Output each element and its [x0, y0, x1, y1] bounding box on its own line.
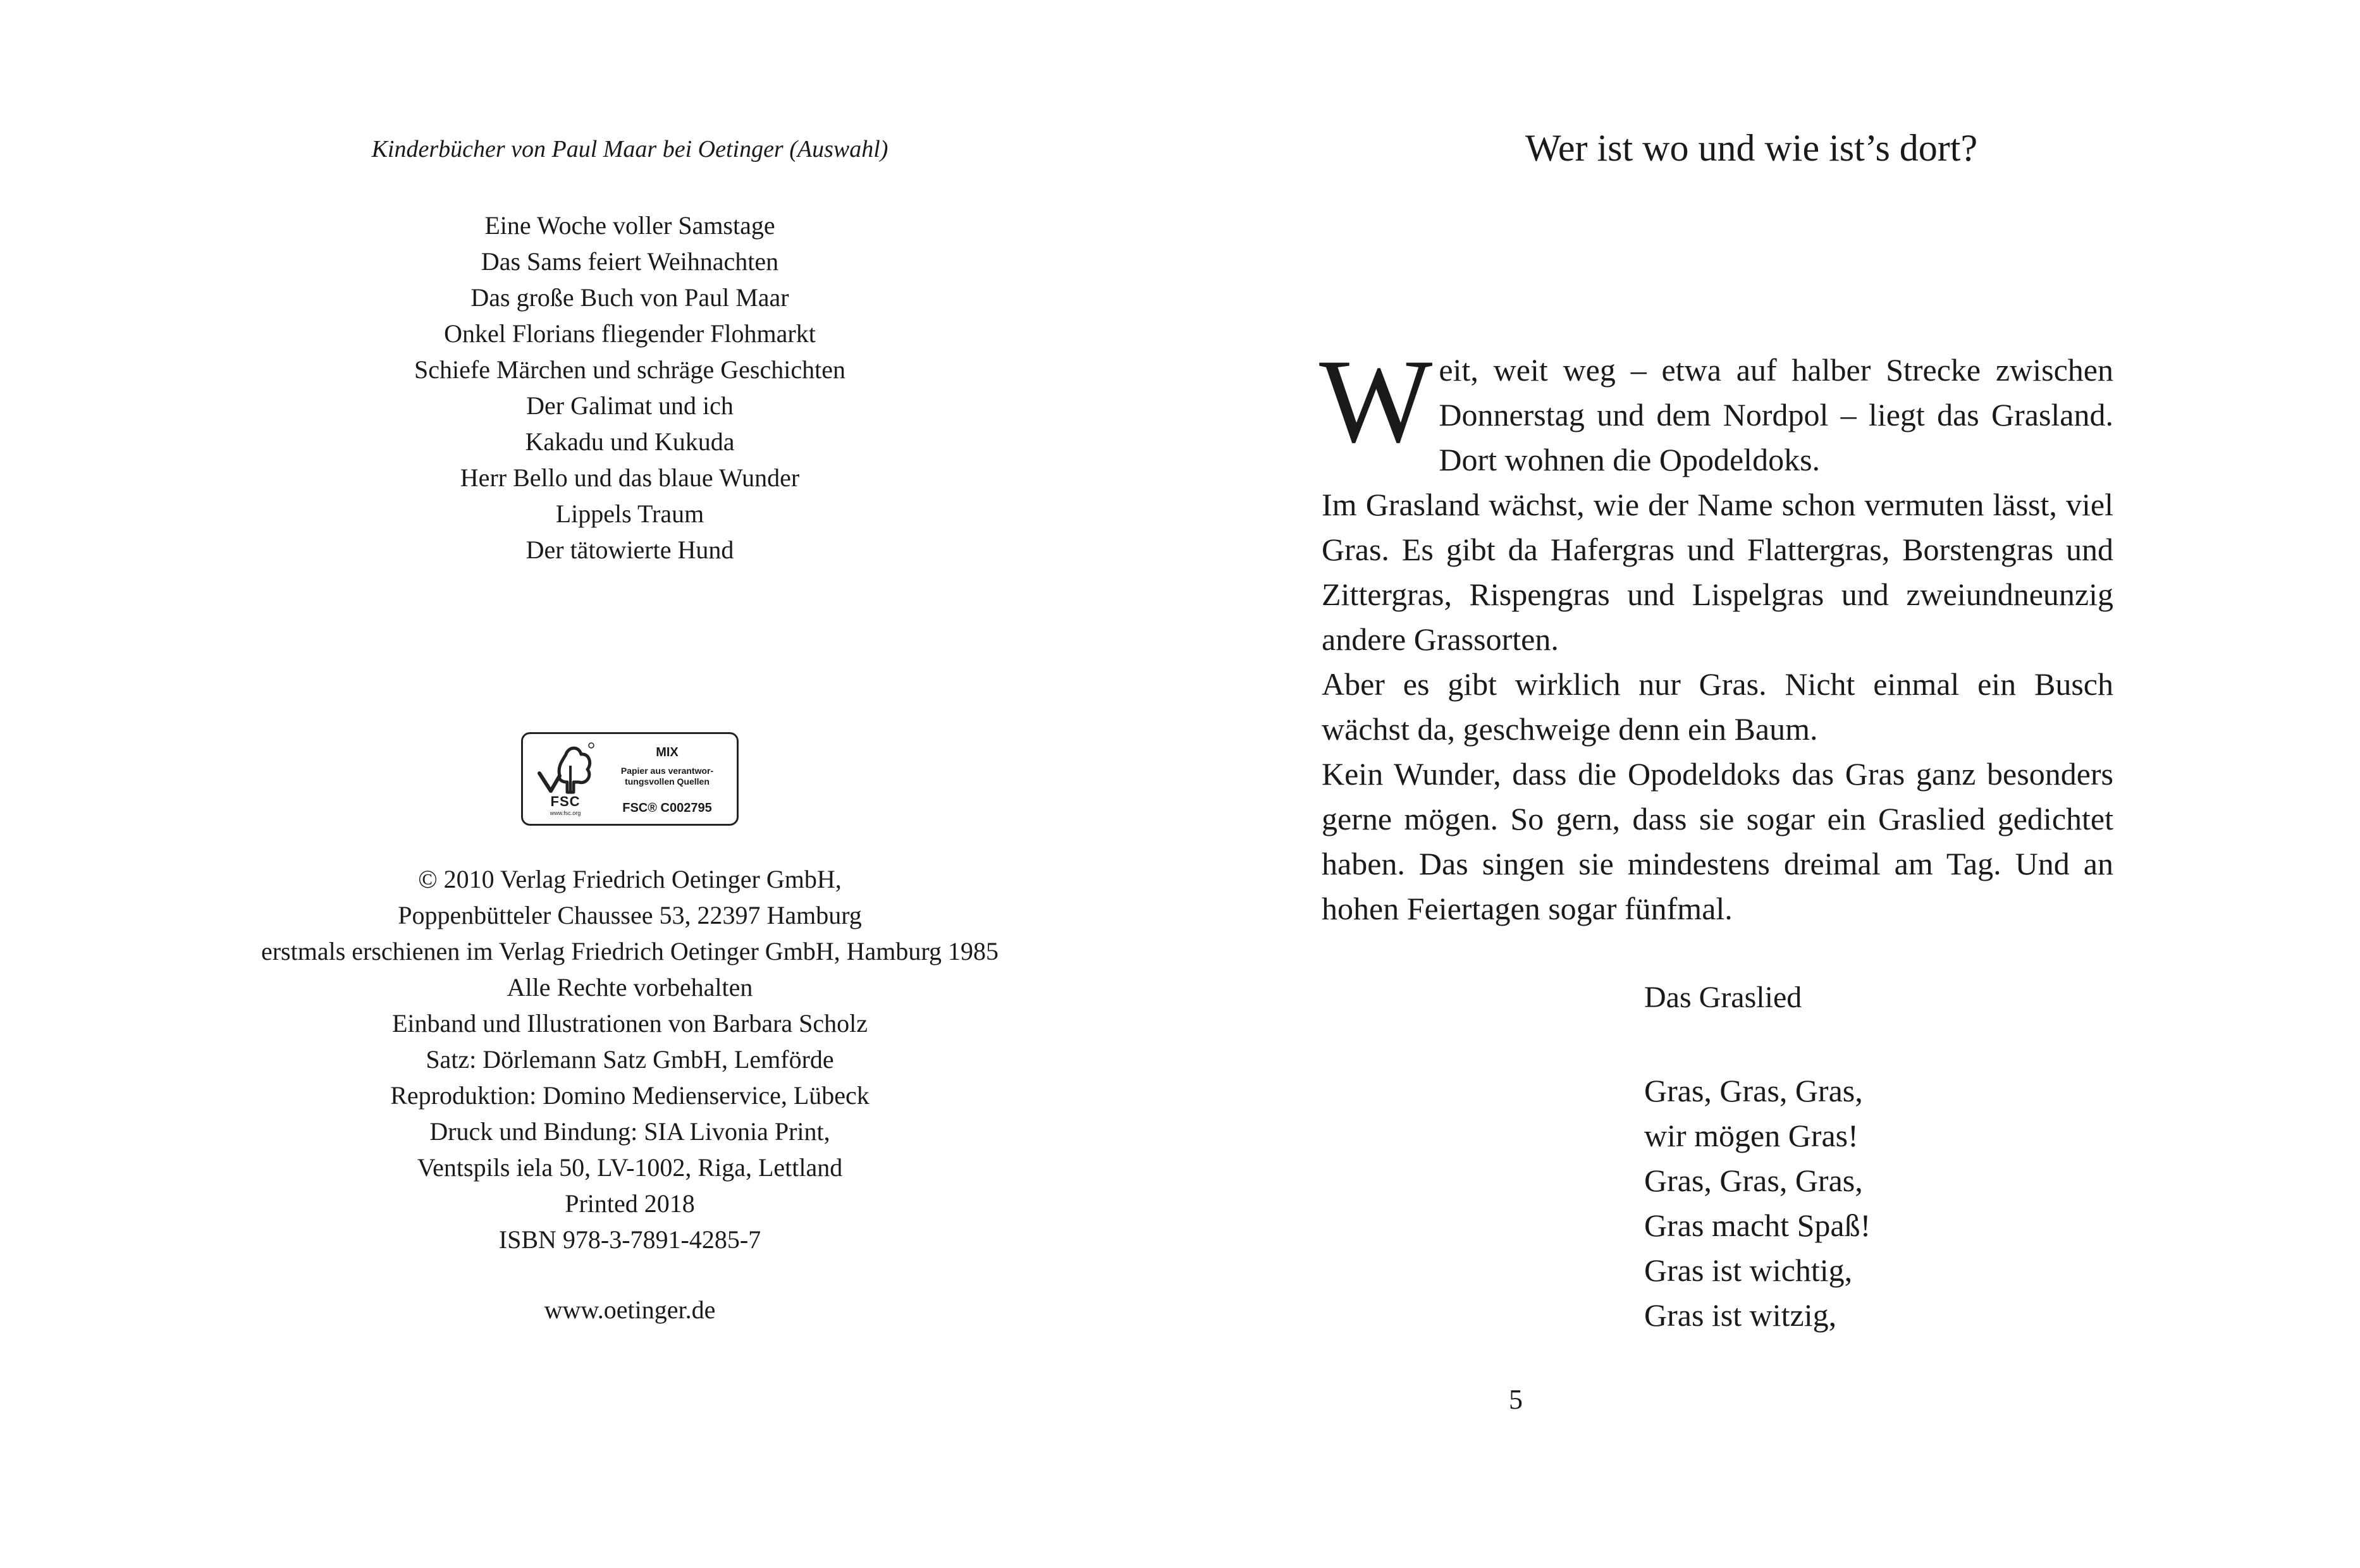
poem-line: Gras macht Spaß!	[1644, 1208, 1871, 1243]
imprint-line: Ventspils iela 50, LV-1002, Riga, Lettland	[417, 1153, 843, 1182]
right-page	[1180, 0, 2360, 1568]
list-item: Schiefe Märchen und schräge Geschichten	[414, 355, 845, 384]
paragraph: Im Grasland wächst, wie der Name schon vermuten lässt, viel Gras. Es gibt da Hafergras und Flattergras, Borstengras und Zittergras, Rispengras und Lispelgras und zweiundneunzig andere Grassorten.	[1322, 487, 2113, 657]
imprint-line: ISBN 978-3-7891-4285-7	[498, 1225, 761, 1254]
imprint-line: Einband und Illustrationen von Barbara Scholz	[391, 1009, 868, 1038]
body-text	[1319, 335, 2113, 931]
list-item: Das große Buch von Paul Maar	[470, 283, 789, 312]
imprint-line: Druck und Bindung: SIA Livonia Print,	[429, 1117, 830, 1146]
fsc-desc-line: Papier aus verantwor-	[620, 766, 714, 776]
list-item: Kakadu und Kukuda	[525, 427, 735, 456]
poem-line: Gras ist wichtig,	[1644, 1253, 1853, 1288]
fsc-mark: FSC	[550, 793, 581, 809]
poem-line: Gras, Gras, Gras,	[1644, 1073, 1863, 1108]
poem-line: Gras ist witzig,	[1644, 1297, 1837, 1333]
fsc-description	[604, 766, 730, 787]
imprint-line: erstmals erschienen im Verlag Friedrich Oetinger GmbH, Hamburg 1985	[261, 937, 999, 965]
poem-line: wir mögen Gras!	[1644, 1118, 1859, 1153]
fsc-web: www.fsc.org	[550, 810, 581, 816]
paragraph: Kein Wunder, dass die Opodeldoks das Gras ganz besonders gerne mögen. So gern, dass sie sogar ein Graslied gedichtet haben. Das singen sie mindestens dreimal am Tag. Und an hohen Feiertagen sogar fünfmal.	[1322, 756, 2113, 926]
list-item: Der Galimat und ich	[526, 391, 734, 420]
fsc-code: FSC® C002795	[622, 801, 712, 815]
imprint-line: Poppenbütteler Chaussee 53, 22397 Hamburg	[398, 901, 862, 929]
page-number: 5	[1509, 1384, 1523, 1415]
list-item: Herr Bello und das blaue Wunder	[460, 463, 800, 492]
drop-cap: W	[1319, 335, 1433, 468]
paragraph-text: eit, weit weg – etwa auf halber Strecke zwischen Donnerstag und dem Nordpol – liegt das Grasland. Dort wohnen die Opodeldoks.	[1439, 352, 2113, 477]
publisher-website: www.oetinger.de	[544, 1295, 716, 1324]
imprint-line: © 2010 Verlag Friedrich Oetinger GmbH,	[418, 865, 842, 893]
poem	[1644, 1069, 1871, 1338]
imprint-line: Printed 2018	[565, 1189, 695, 1218]
paragraph: Aber es gibt wirklich nur Gras. Nicht einmal ein Busch wächst da, geschweige denn ein Baum.	[1322, 666, 2113, 747]
fsc-desc-line: tungsvollen Quellen	[625, 776, 710, 787]
list-item: Onkel Florians fliegender Flohmarkt	[444, 319, 816, 348]
list-item: Eine Woche voller Samstage	[484, 211, 775, 240]
paragraph	[1319, 335, 2113, 482]
imprint	[0, 861, 1260, 1258]
imprint-line: Satz: Dörlemann Satz GmbH, Lemförde	[426, 1045, 834, 1074]
list-item: Lippels Traum	[555, 499, 704, 528]
book-list	[0, 207, 1260, 568]
chapter-title: Wer ist wo und wie ist’s dort?	[1525, 127, 1978, 169]
imprint-line: Reproduktion: Domino Medienservice, Lübeck	[390, 1081, 870, 1110]
poem-title: Das Graslied	[1644, 981, 1802, 1014]
series-heading: Kinderbücher von Paul Maar bei Oetinger (Auswahl)	[371, 136, 888, 162]
imprint-line: Alle Rechte vorbehalten	[507, 973, 753, 1001]
list-item: Der tätowierte Hund	[525, 536, 734, 564]
list-item: Das Sams feiert Weihnachten	[481, 247, 779, 276]
fsc-logo	[521, 732, 739, 826]
fsc-mix-label: MIX	[656, 745, 679, 759]
poem-line: Gras, Gras, Gras,	[1644, 1163, 1863, 1198]
